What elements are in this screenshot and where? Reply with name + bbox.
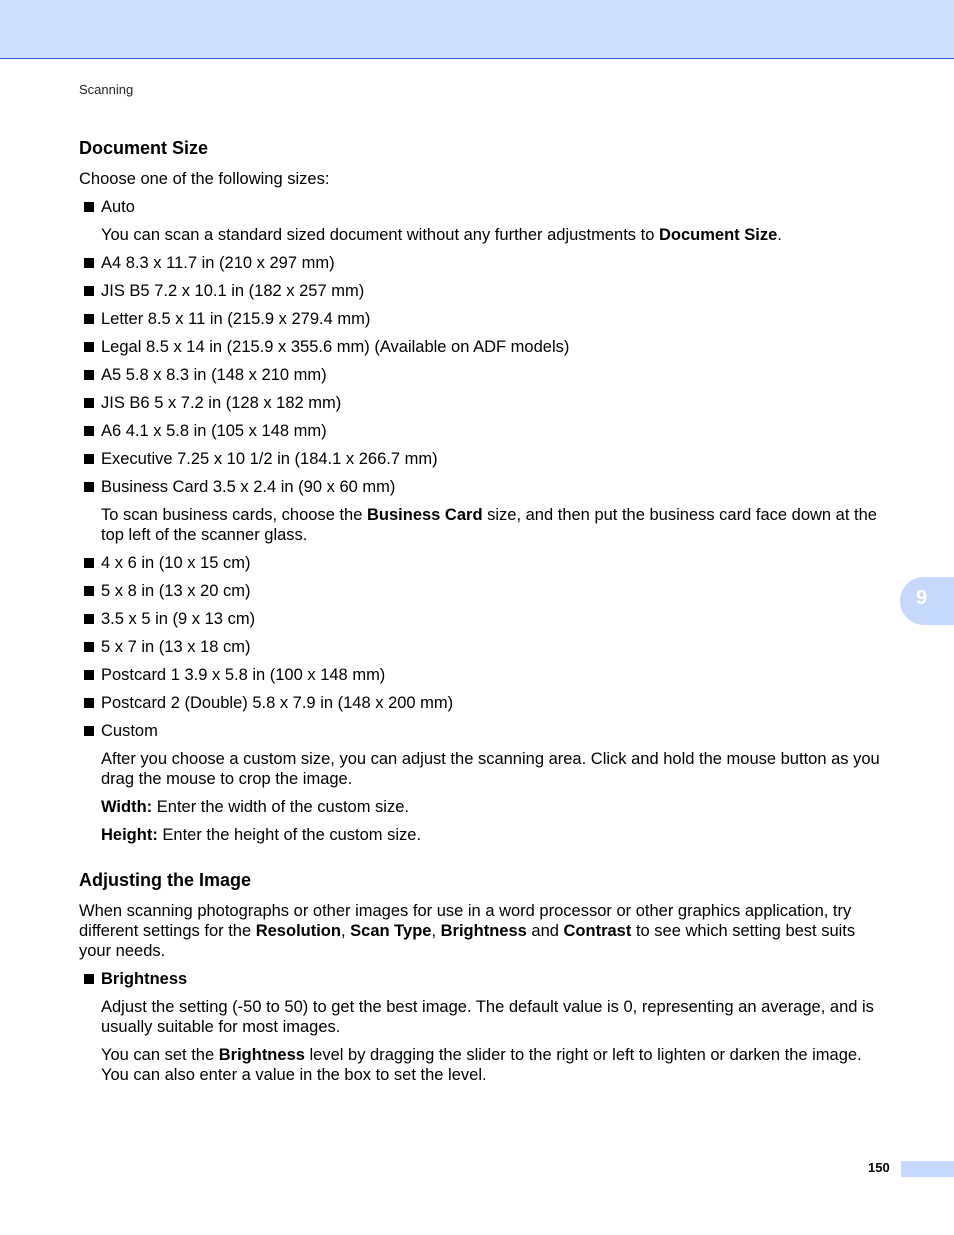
page-content	[79, 137, 889, 1093]
bullet-square-icon	[84, 670, 94, 680]
list-item	[79, 449, 889, 469]
bullet-square-icon	[84, 202, 94, 212]
bullet-square-icon	[84, 614, 94, 624]
chapter-number: 9	[916, 587, 928, 609]
list-item	[79, 665, 889, 685]
list-item	[79, 477, 889, 497]
section-label: Scanning	[79, 82, 134, 97]
brightness-set-note: You can set the Brightness level by dragging the slider to the right or left to lighten or darken the image. You can also enter a value in the box to set the level.	[101, 1046, 862, 1084]
header-band	[0, 0, 954, 59]
size-option-label: JIS B6 5 x 7.2 in (128 x 182 mm)	[101, 394, 342, 412]
list-item	[79, 637, 889, 657]
list-item	[79, 421, 889, 441]
bullet-square-icon	[84, 398, 94, 408]
page-number-bar	[901, 1161, 954, 1177]
brightness-description: Adjust the setting (-50 to 50) to get the best image. The default value is 0, representing an average, and is usually suitable for most images.	[101, 998, 874, 1036]
size-option-label: A6 4.1 x 5.8 in (105 x 148 mm)	[101, 422, 327, 440]
size-option-label: 3.5 x 5 in (9 x 13 cm)	[101, 610, 256, 628]
bullet-square-icon	[84, 642, 94, 652]
size-option-label: Executive 7.25 x 10 1/2 in (184.1 x 266.7 mm)	[101, 450, 438, 468]
custom-width-note: Width: Enter the width of the custom size.	[101, 798, 409, 816]
adjust-intro: When scanning photographs or other images for use in a word processor or other graphics application, try different settings for the Resolution, Scan Type, Brightness and Contrast to see which setting best suits your needs.	[79, 902, 856, 960]
bullet-square-icon	[84, 558, 94, 568]
bullet-square-icon	[84, 314, 94, 324]
size-option-label: Custom	[101, 722, 158, 740]
heading-document-size: Document Size	[79, 138, 209, 158]
size-option-label: A4 8.3 x 11.7 in (210 x 297 mm)	[101, 254, 335, 272]
heading-adjusting-image: Adjusting the Image	[79, 870, 252, 890]
size-option-label: Postcard 1 3.9 x 5.8 in (100 x 148 mm)	[101, 666, 386, 684]
list-item	[79, 553, 889, 573]
list-item	[79, 393, 889, 413]
size-option-label: JIS B5 7.2 x 10.1 in (182 x 257 mm)	[101, 282, 365, 300]
page-number: 150	[868, 1160, 890, 1175]
size-option-label: 4 x 6 in (10 x 15 cm)	[101, 554, 251, 572]
list-item	[79, 365, 889, 385]
bullet-square-icon	[84, 698, 94, 708]
list-item	[79, 281, 889, 301]
list-item	[79, 197, 889, 217]
size-option-label: Legal 8.5 x 14 in (215.9 x 355.6 mm) (Available on ADF models)	[101, 338, 570, 356]
auto-description: You can scan a standard sized document without any further adjustments to Document Size.	[101, 226, 782, 244]
size-option-label: Postcard 2 (Double) 5.8 x 7.9 in (148 x 200 mm)	[101, 694, 454, 712]
bullet-square-icon	[84, 974, 94, 984]
custom-height-note: Height: Enter the height of the custom size.	[101, 826, 422, 844]
chapter-tab	[900, 577, 954, 625]
bullet-square-icon	[84, 726, 94, 736]
size-option-label: A5 5.8 x 8.3 in (148 x 210 mm)	[101, 366, 327, 384]
size-option-label: Letter 8.5 x 11 in (215.9 x 279.4 mm)	[101, 310, 371, 328]
list-item	[79, 969, 889, 989]
bullet-square-icon	[84, 286, 94, 296]
size-option-label: 5 x 7 in (13 x 18 cm)	[101, 638, 251, 656]
list-item	[79, 253, 889, 273]
bullet-square-icon	[84, 482, 94, 492]
size-option-label: Business Card 3.5 x 2.4 in (90 x 60 mm)	[101, 478, 396, 496]
bullet-square-icon	[84, 370, 94, 380]
bullet-square-icon	[84, 454, 94, 464]
doc-size-intro: Choose one of the following sizes:	[79, 170, 330, 188]
business-card-description: To scan business cards, choose the Business Card size, and then put the business card face down at the top left of the scanner glass.	[101, 506, 877, 544]
list-item	[79, 721, 889, 741]
list-item	[79, 581, 889, 601]
bullet-square-icon	[84, 342, 94, 352]
list-item	[79, 693, 889, 713]
custom-description: After you choose a custom size, you can adjust the scanning area. Click and hold the mouse button as you drag the mouse to crop the image.	[101, 750, 880, 788]
list-item	[79, 309, 889, 329]
list-item	[79, 337, 889, 357]
bullet-square-icon	[84, 426, 94, 436]
bullet-square-icon	[84, 586, 94, 596]
size-option-label: Auto	[101, 198, 135, 216]
bullet-square-icon	[84, 258, 94, 268]
size-option-label: 5 x 8 in (13 x 20 cm)	[101, 582, 251, 600]
list-item	[79, 609, 889, 629]
brightness-label: Brightness	[101, 970, 188, 988]
